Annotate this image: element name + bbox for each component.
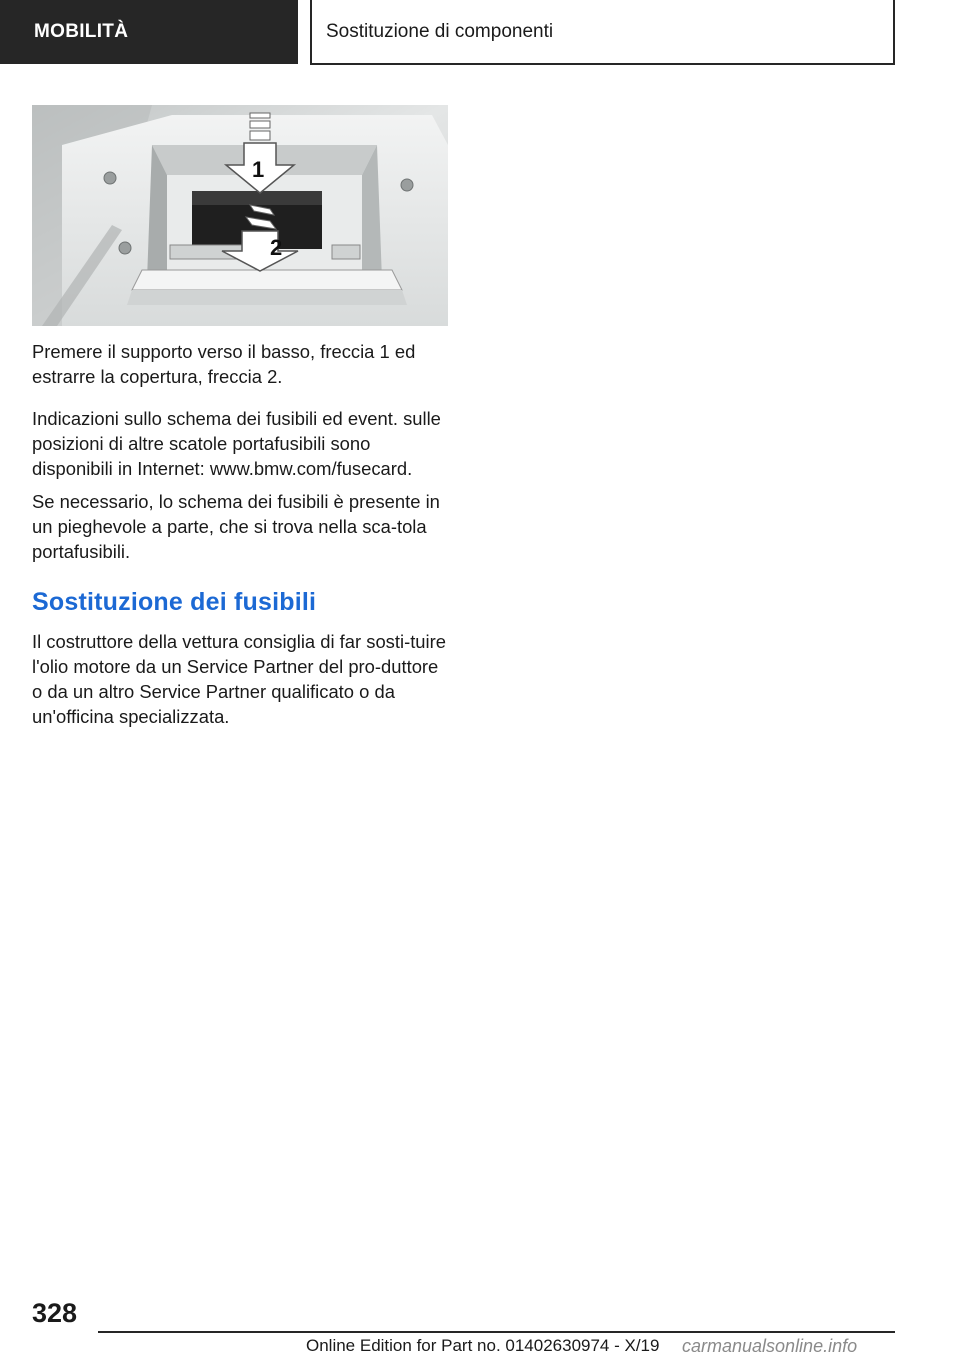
footer-divider (98, 1331, 895, 1333)
watermark: carmanualsonline.info (682, 1336, 858, 1356)
page-title: Sostituzione di componenti (326, 20, 554, 42)
paragraph-text: Se necessario, lo schema dei fusibili è presente in un pieghevole a parte, che si trova nella sca-tola portafusibili. (32, 491, 440, 562)
paragraph-text: Il costruttore della vettura consiglia di far sosti-tuire l'olio motore da un Service Partner del pro-duttore o da un altro Service Partner qualificato o da un'officina specializzata. (32, 631, 446, 727)
arrow-2-label: 2 (270, 235, 283, 260)
page-number: 328 (32, 1298, 78, 1328)
header-section-label (0, 0, 298, 64)
paragraph-text: Indicazioni sullo schema dei fusibili ed event. sulle posizioni di altre scatole portafusibili sono disponibili in Internet: www.bmw.com/fusecard. (32, 408, 441, 479)
fuse-chart-location-paragraph (32, 489, 452, 564)
edition-note: Online Edition for Part no. 01402630974 - X/19 (306, 1336, 660, 1355)
section-name: MOBILITÀ (34, 21, 129, 42)
arrow-1-label: 1 (252, 157, 265, 182)
fuse-chart-info-paragraph (32, 406, 452, 481)
section-body (32, 629, 452, 729)
instruction-paragraph (32, 339, 452, 389)
section-heading: Sostituzione dei fusibili (32, 588, 317, 616)
header-title-box (310, 0, 895, 65)
paragraph-text: Premere il supporto verso il basso, freccia 1 ed estrarre la copertura, freccia 2. (32, 341, 416, 387)
fuse-box-cover-illustration (32, 105, 448, 326)
